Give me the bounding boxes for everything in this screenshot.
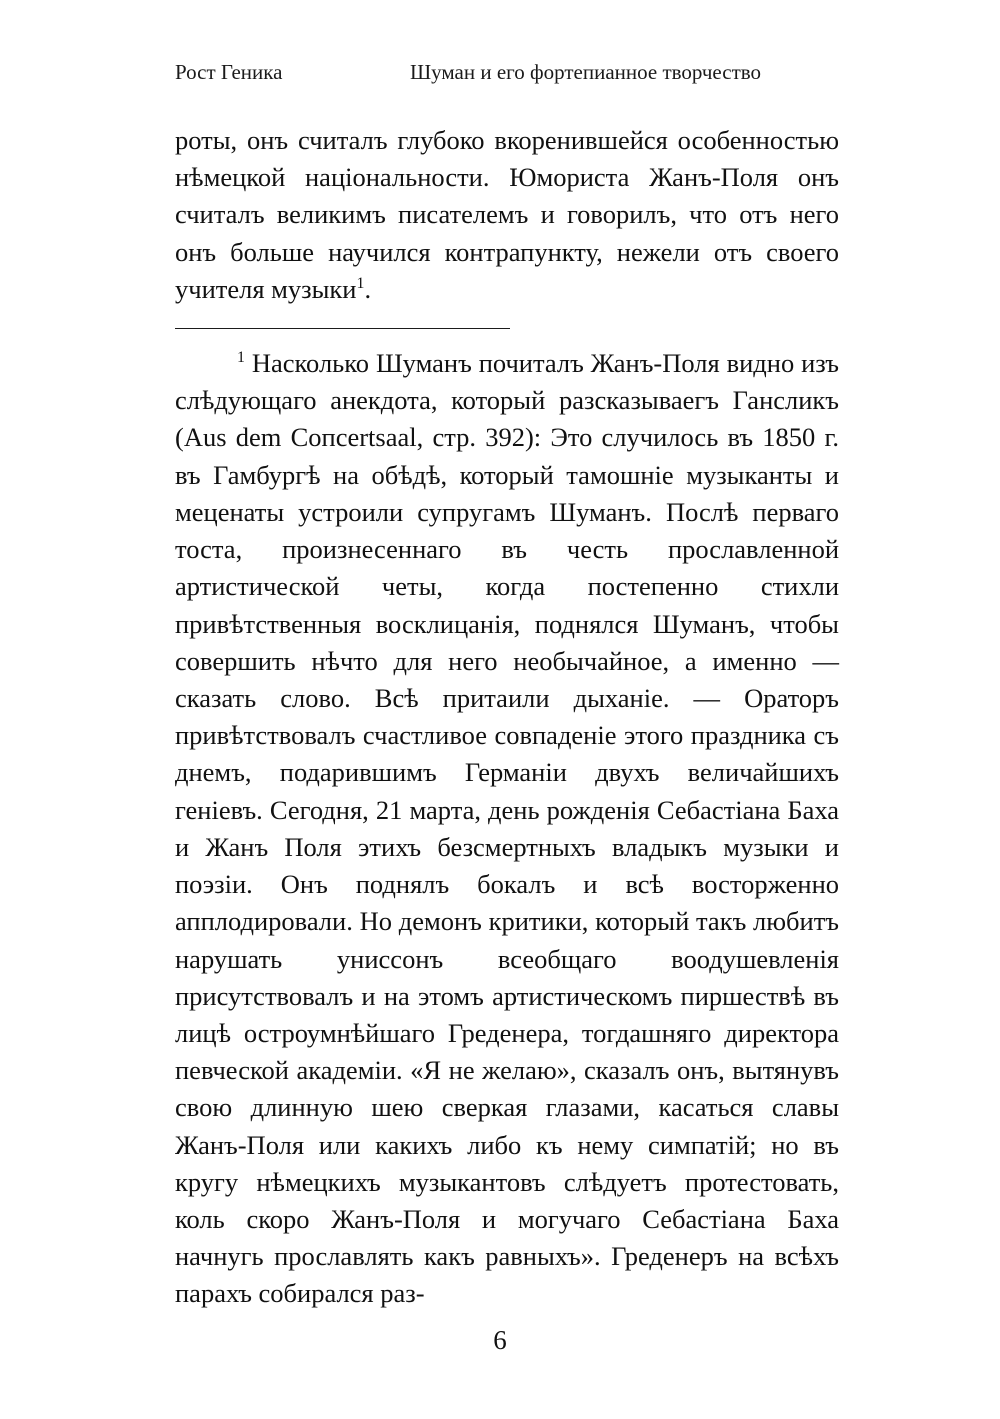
main-paragraph: роты, онъ считалъ глубоко вкоренившейся особенностью нѣмецкой національности. Юмориста Жанъ-Поля онъ считалъ великимъ писателемъ и говорилъ, что отъ него онъ больше научился контрапункту, нежели отъ своего учителя музыки$^1$.: [175, 125, 839, 304]
running-head-author: Рост Геника: [175, 60, 283, 84]
footnote-marker: 1: [237, 349, 245, 367]
running-head-title: Шуман и его фортепианное творчество: [410, 60, 762, 84]
footnote-block: [175, 345, 839, 1313]
running-head: [175, 60, 835, 88]
footnote-text: Насколько Шуманъ почиталъ Жанъ-Поля видно изъ слѣдующаго анекдота, который разсказываегъ Гансликъ (Aus dem Coпcertsaal, стр. 392): Это случилось въ 1850 г. въ Гамбургѣ на обѣдѣ, который тамошніе музыканты и меценаты устроили супругамъ Шуманъ. Послѣ перваго тоста, произнесеннаго въ честь прославленной артистической четы, когда постепенно стихли привѣтственныя восклицанія, поднялся Шуманъ, чтобы совершить нѣчто для него необычайное, а именно — сказать слово. Всѣ притаили дыханіе. — Ораторъ привѣтствовалъ счастливое совпаденіе этого праздника съ днемъ, подарившимъ Германіи двухъ величайшихъ геніевъ. Сегодня, 21 марта, день рожденія Себастіана Баха и Жанъ Поля этихъ безсмертныхъ владыкъ музыки и поэзіи. Онъ поднялъ бокалъ и всѣ восторженно апплодировали. Но демонъ критики, который такъ любитъ нарушать униссонъ всеобщаго воодушевленія присутствовалъ и на этомъ артистическомъ пиршествѣ въ лицѣ остроумнѣйшаго Греденера, тогдашняго директора певческой академіи. «Я не желаю», сказалъ онъ, вытянувъ свою длинную шею сверкая глазами, касаться славы Жанъ-Поля или какихъ либо къ нему симпатій; но въ кругу нѣмецкихъ музыкантовъ слѣдуетъ протестовать, коль скоро Жанъ-Поля и могучаго Себастіана Баха начнугь прославлять какъ равныхъ». Греденеръ на всѣхъ парахъ собирался раз-: [175, 348, 839, 1309]
footnote-reference-marker: 1: [356, 275, 365, 293]
main-paragraph-text: роты, онъ считалъ глубоко вкоренившейся особенностью нѣмецкой національности. Юмориста Жанъ-Поля онъ считалъ великимъ писателемъ и говорилъ, что отъ него онъ больше научился контрапункту, нежели отъ своего учителя музыки: [175, 125, 839, 304]
footnote-paragraph: [175, 345, 839, 1313]
body-text-block: [175, 122, 839, 308]
page-number: 6: [493, 1325, 507, 1355]
footnote-separator-rule: [175, 328, 510, 329]
